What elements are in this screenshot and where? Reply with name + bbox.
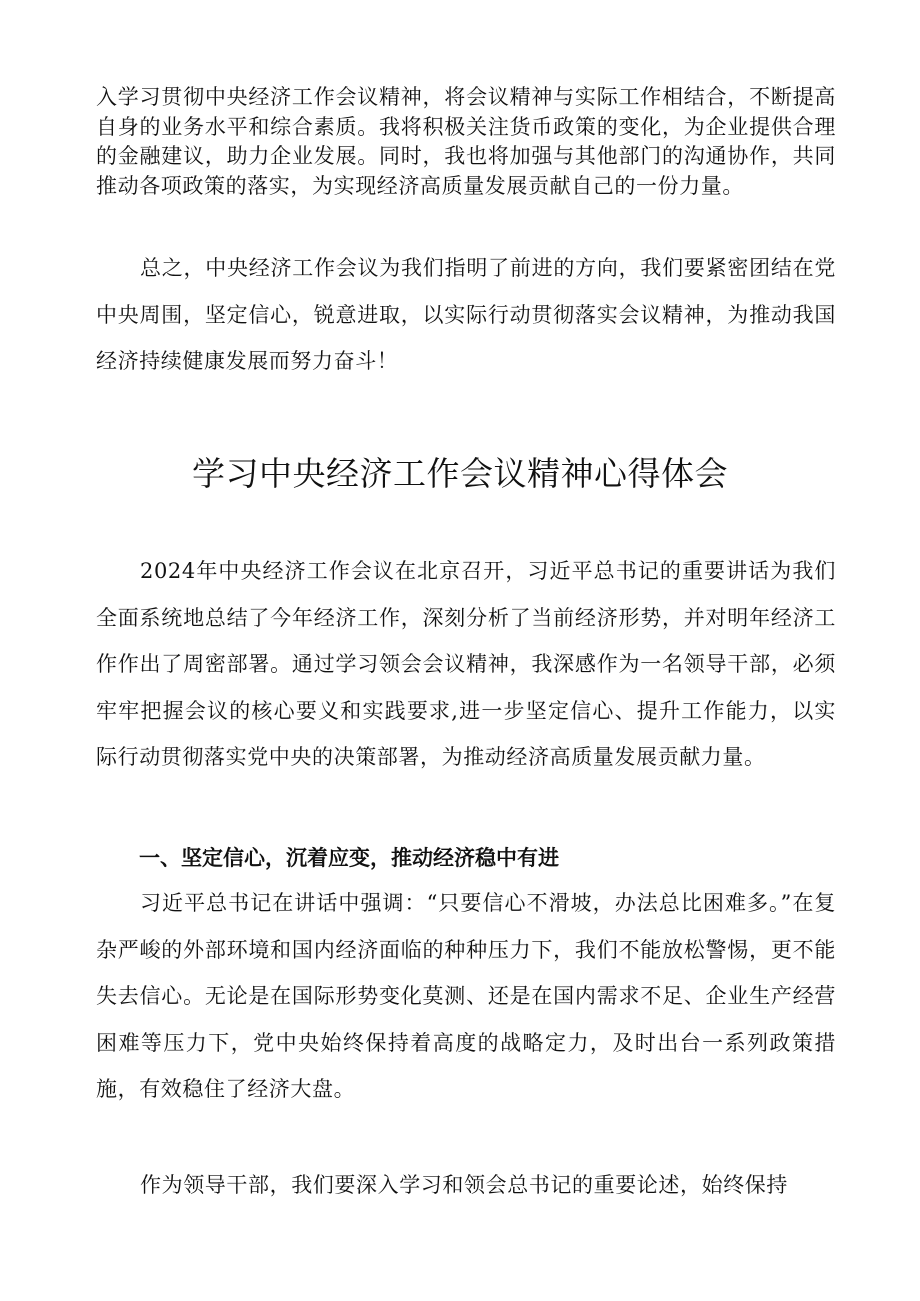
paragraph-section1-continued: 作为领导干部，我们要深入学习和领会总书记的重要论述，始终保持 — [140, 1173, 788, 1197]
paragraph-conclusion: 总之，中央经济工作会议为我们指明了前进的方向，我们要紧密团结在党中央周围，坚定信心，锐意进取，以实际行动贯彻落实会议精神，为推动我国经济持续健康发展而努力奋斗！ — [96, 256, 836, 373]
paragraph-intro: 2024年中央经济工作会议在北京召开，习近平总书记的重要讲话为我们全面系统地总结了今年经济工作，深刻分析了当前经济形势，并对明年经济工作作出了周密部署。通过学习领会会议精神，我深感作为一名领导干部，必须牢牢把握会议的核心要义和实践要求,进一步坚定信心、提升工作能力，以实际行动贯彻落实党中央的决策部署，为推动经济高质量发展贡献力量。 — [96, 559, 836, 769]
paragraph-continuation: 入学习贯彻中央经济工作会议精神，将会议精神与实际工作相结合，不断提高自身的业务水平和综合素质。我将积极关注货币政策的变化，为企业提供合理的金融建议，助力企业发展。同时，我也将加强与其他部门的沟通协作，共同推动各项政策的落实，为实现经济高质量发展贡献自己的一份力量。 — [96, 85, 836, 198]
article-title: 学习中央经济工作会议精神心得体会 — [192, 454, 728, 493]
paragraph-section1: 习近平总书记在讲话中强调：“只要信心不滑坡，办法总比困难多。”在复杂严峻的外部环境和国内经济面临的种种压力下，我们不能放松警惕，更不能失去信心。无论是在国际形势变化莫测、还是在国内需求不足、企业生产经营困难等压力下，党中央始终保持着高度的战略定力，及时出台一系列政策措施，有效稳住了经济大盘。 — [96, 891, 836, 1101]
section-heading: 一、坚定信心，沉着应变，推动经济稳中有进 — [139, 846, 559, 870]
